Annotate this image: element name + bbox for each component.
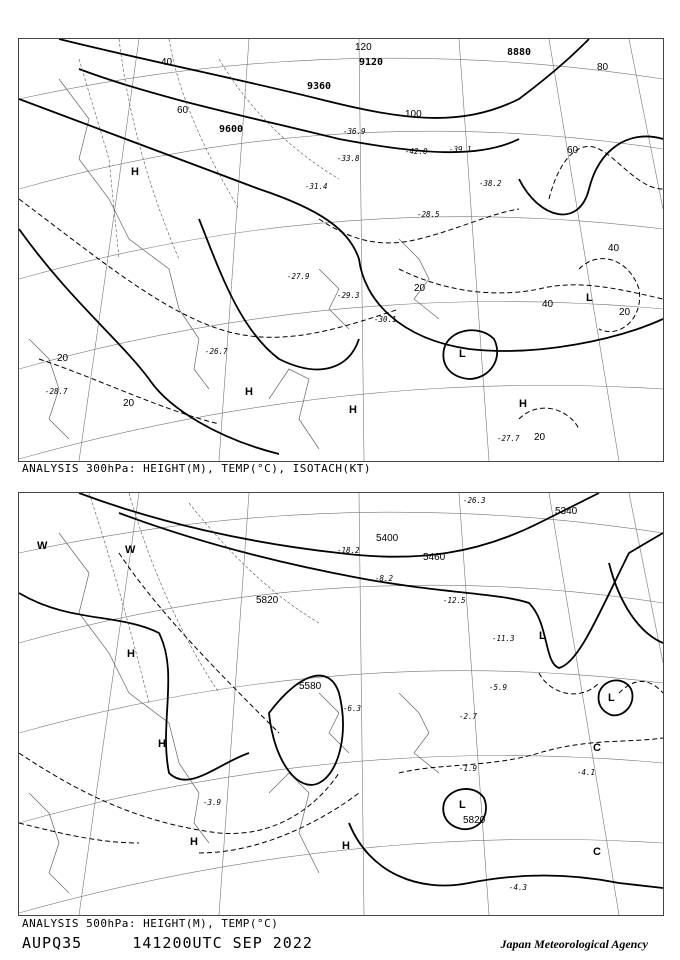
svg-text:20: 20 xyxy=(534,432,546,443)
svg-text:5460: 5460 xyxy=(423,552,446,563)
svg-text:-1.9: -1.9 xyxy=(459,764,478,773)
svg-text:20: 20 xyxy=(619,307,631,318)
svg-text:40: 40 xyxy=(161,57,173,68)
high-label: H xyxy=(349,404,357,416)
high-label: H xyxy=(131,166,139,178)
warm-label: W xyxy=(125,544,136,556)
temperature-labels xyxy=(203,496,595,892)
svg-text:9360: 9360 xyxy=(307,81,332,92)
svg-text:-28.7: -28.7 xyxy=(45,387,68,396)
svg-text:-4.1: -4.1 xyxy=(577,768,596,777)
svg-text:-30.1: -30.1 xyxy=(374,315,397,324)
low-label: L xyxy=(539,630,546,642)
svg-text:5820: 5820 xyxy=(256,595,279,606)
svg-text:-11.3: -11.3 xyxy=(492,634,515,643)
svg-text:-18.2: -18.2 xyxy=(337,546,360,555)
longitude-grid xyxy=(79,39,663,461)
svg-text:5400: 5400 xyxy=(376,533,399,544)
caption-300hpa: ANALYSIS 300hPa: HEIGHT(M), TEMP(°C), ISOTACH(KT) xyxy=(22,462,372,475)
high-label: H xyxy=(190,836,198,848)
isotach-labels xyxy=(57,42,631,443)
high-label: H xyxy=(127,648,135,660)
svg-text:-28.5: -28.5 xyxy=(417,210,440,219)
fine-isotherms xyxy=(89,493,319,703)
high-label: H xyxy=(245,386,253,398)
svg-text:5580: 5580 xyxy=(299,681,322,692)
high-label: H xyxy=(342,840,350,852)
map-panel-300hpa xyxy=(18,38,664,462)
warm-label: W xyxy=(37,540,48,552)
svg-text:-12.5: -12.5 xyxy=(443,596,466,605)
svg-text:8880: 8880 xyxy=(507,47,532,58)
svg-text:-33.8: -33.8 xyxy=(337,154,360,163)
cold-label: C xyxy=(593,742,601,754)
svg-text:-42.0: -42.0 xyxy=(405,147,428,156)
isotherms xyxy=(79,39,339,259)
low-label: L xyxy=(459,348,466,360)
caption-500hpa: ANALYSIS 500hPa: HEIGHT(M), TEMP(°C) xyxy=(22,917,279,930)
map-500hpa xyxy=(19,493,663,915)
svg-text:-31.4: -31.4 xyxy=(305,182,328,191)
svg-text:120: 120 xyxy=(355,42,372,53)
svg-text:80: 80 xyxy=(597,62,609,73)
svg-text:-39.1: -39.1 xyxy=(449,145,472,154)
agency-name: Japan Meteorological Agency xyxy=(500,937,648,951)
svg-text:9600: 9600 xyxy=(219,124,244,135)
svg-text:-4.3: -4.3 xyxy=(509,883,528,892)
height-labels xyxy=(256,506,578,826)
low-label: L xyxy=(586,292,593,304)
svg-text:-27.9: -27.9 xyxy=(287,272,310,281)
svg-text:-8.2: -8.2 xyxy=(375,574,394,583)
svg-text:60: 60 xyxy=(567,145,579,156)
high-label: H xyxy=(519,398,527,410)
svg-text:-2.7: -2.7 xyxy=(459,712,478,721)
svg-text:20: 20 xyxy=(57,353,69,364)
svg-text:5820: 5820 xyxy=(463,815,486,826)
svg-text:-26.7: -26.7 xyxy=(205,347,228,356)
svg-text:-27.7: -27.7 xyxy=(497,434,520,443)
isotach-contours xyxy=(19,146,663,429)
pressure-system-labels xyxy=(37,540,615,858)
svg-text:20: 20 xyxy=(123,398,135,409)
low-label: L xyxy=(459,799,466,811)
svg-text:-38.2: -38.2 xyxy=(479,179,502,188)
svg-text:5340: 5340 xyxy=(555,506,578,517)
svg-text:-36.9: -36.9 xyxy=(343,127,366,136)
latitude-grid xyxy=(19,58,663,459)
svg-text:40: 40 xyxy=(608,243,620,254)
map-300hpa xyxy=(19,39,663,461)
svg-text:-5.9: -5.9 xyxy=(489,683,508,692)
svg-text:40: 40 xyxy=(542,299,554,310)
temperature-labels xyxy=(45,127,520,443)
chart-identifier xyxy=(22,934,313,952)
high-label: H xyxy=(158,738,166,750)
svg-text:-29.3: -29.3 xyxy=(337,291,360,300)
svg-text:20: 20 xyxy=(414,283,426,294)
svg-text:9120: 9120 xyxy=(359,57,384,68)
valid-time: 141200UTC SEP 2022 xyxy=(132,934,313,952)
map-panel-500hpa xyxy=(18,492,664,916)
cold-label: C xyxy=(593,846,601,858)
latitude-grid xyxy=(19,512,663,913)
svg-text:60: 60 xyxy=(177,105,189,116)
low-label: L xyxy=(608,692,615,704)
height-contours xyxy=(19,39,663,454)
chart-code: AUPQ35 xyxy=(22,934,83,952)
svg-text:100: 100 xyxy=(405,109,422,120)
svg-text:-26.3: -26.3 xyxy=(463,496,486,505)
svg-text:-3.9: -3.9 xyxy=(203,798,222,807)
svg-text:-6.3: -6.3 xyxy=(343,704,362,713)
